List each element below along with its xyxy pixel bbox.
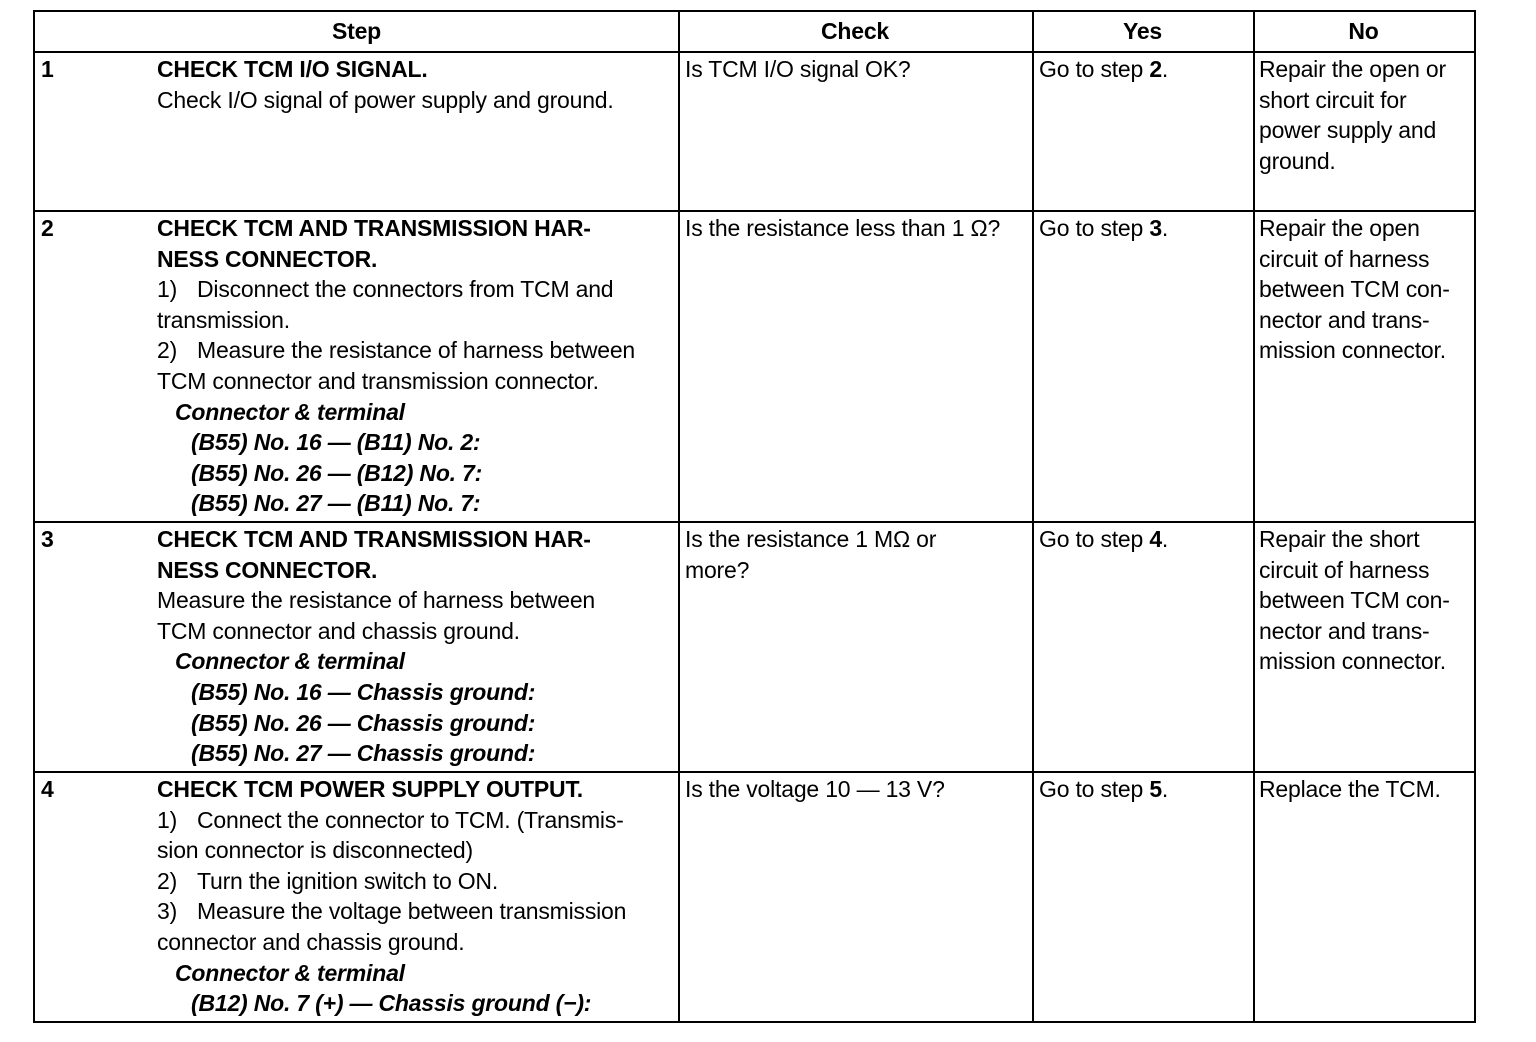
column-divider (1253, 12, 1255, 1021)
no-text-line: Repair the short (1259, 526, 1420, 552)
no-text-line: between TCM con- (1259, 587, 1450, 614)
yes-step-number: 3 (1149, 215, 1162, 241)
step-number: 4 (41, 776, 54, 802)
no-text-line: between TCM con- (1259, 276, 1450, 303)
instruction-text: Disconnect the connectors from TCM and (197, 276, 614, 303)
step-instruction: TCM connector and transmission connector. (157, 367, 599, 394)
step-title-continued: NESS CONNECTOR. (157, 245, 378, 272)
step-instruction (157, 805, 677, 836)
instruction-text: Measure the resistance of harness between (197, 337, 635, 364)
no-text-line: circuit of harness (1259, 556, 1430, 583)
no-text-line: Repair the open or (1259, 56, 1446, 82)
yes-prefix: Go to step (1039, 526, 1150, 552)
connector-heading: Connector & terminal (175, 398, 405, 425)
step-instruction: TCM connector and chassis ground. (157, 617, 520, 644)
connector-terminal: (B55) No. 16 — (B11) No. 2: (191, 429, 481, 456)
check-cell (685, 213, 1030, 244)
instruction-number: 1) (157, 276, 178, 303)
yes-step-number: 5 (1149, 776, 1162, 802)
instruction-number: 3) (157, 898, 178, 925)
step-cell (157, 54, 677, 115)
check-question: Is TCM I/O signal OK? (685, 56, 911, 82)
header-check: Check (820, 18, 890, 44)
step-cell (157, 774, 677, 1019)
yes-suffix: . (1161, 776, 1169, 802)
no-text-line: nector and trans- (1259, 617, 1430, 644)
yes-step-number: 2 (1149, 56, 1162, 82)
step-number: 3 (41, 526, 54, 552)
yes-prefix: Go to step (1039, 56, 1150, 82)
no-text-line: nector and trans- (1259, 306, 1430, 333)
step-instruction (157, 896, 677, 927)
no-text-line: mission connector. (1259, 648, 1446, 675)
yes-suffix: . (1161, 215, 1169, 241)
no-text-line: Repair the open (1259, 215, 1420, 241)
no-text-line: short circuit for (1259, 86, 1407, 113)
check-question: more? (685, 556, 750, 583)
column-divider (1032, 12, 1034, 1021)
step-instruction (157, 335, 677, 366)
step-title: CHECK TCM I/O SIGNAL. (157, 56, 428, 82)
step-instruction: sion connector is disconnected) (157, 837, 473, 864)
instruction-text: Connect the connector to TCM. (Transmis- (197, 806, 624, 833)
step-instruction: transmission. (157, 306, 290, 333)
step-instruction: Check I/O signal of power supply and ground. (157, 86, 614, 113)
yes-cell (1039, 213, 1251, 244)
check-cell (685, 524, 1030, 585)
column-divider (678, 12, 680, 1021)
yes-suffix: . (1161, 56, 1169, 82)
yes-prefix: Go to step (1039, 776, 1150, 802)
connector-terminal: (B12) No. 7 (+) — Chassis ground (−): (191, 990, 592, 1017)
connector-terminal: (B55) No. 26 — (B12) No. 7: (191, 459, 483, 486)
step-title: CHECK TCM AND TRANSMISSION HAR- (157, 526, 591, 552)
step-cell (157, 524, 677, 769)
connector-terminal: (B55) No. 26 — Chassis ground: (191, 709, 536, 736)
step-title: CHECK TCM POWER SUPPLY OUTPUT. (157, 776, 583, 802)
header-divider (35, 51, 1474, 53)
no-cell (1259, 213, 1473, 366)
no-cell (1259, 774, 1473, 805)
yes-cell (1039, 774, 1251, 805)
check-question: Is the resistance 1 MΩ or (685, 526, 937, 552)
check-question: Is the resistance less than 1 Ω? (685, 215, 1001, 241)
instruction-text: Measure the voltage between transmission (197, 898, 627, 925)
instruction-number: 2) (157, 867, 178, 894)
connector-terminal: (B55) No. 16 — Chassis ground: (191, 678, 536, 705)
step-title-continued: NESS CONNECTOR. (157, 556, 378, 583)
yes-step-number: 4 (1149, 526, 1162, 552)
connector-heading: Connector & terminal (175, 648, 405, 675)
row-divider (35, 210, 1474, 212)
yes-cell (1039, 54, 1251, 85)
step-instruction: Measure the resistance of harness between (157, 587, 595, 614)
step-title: CHECK TCM AND TRANSMISSION HAR- (157, 215, 591, 241)
connector-terminal: (B55) No. 27 — (B11) No. 7: (191, 490, 481, 517)
yes-prefix: Go to step (1039, 215, 1150, 241)
step-instruction (157, 274, 677, 305)
no-cell (1259, 54, 1473, 176)
step-cell (157, 213, 677, 519)
instruction-number: 2) (157, 337, 178, 364)
step-instruction: connector and chassis ground. (157, 928, 465, 955)
check-question: Is the voltage 10 — 13 V? (685, 776, 945, 802)
header-no: No (1348, 18, 1379, 44)
row-divider (35, 521, 1474, 523)
instruction-text: Turn the ignition switch to ON. (197, 867, 499, 894)
no-text-line: ground. (1259, 147, 1336, 174)
step-instruction (157, 866, 677, 897)
header-yes: Yes (1122, 18, 1163, 44)
check-cell (685, 54, 1030, 85)
no-cell (1259, 524, 1473, 677)
check-cell (685, 774, 1030, 805)
connector-heading: Connector & terminal (175, 959, 405, 986)
instruction-number: 1) (157, 806, 178, 833)
no-text-line: Replace the TCM. (1259, 776, 1441, 802)
step-number: 1 (41, 56, 54, 82)
yes-suffix: . (1161, 526, 1169, 552)
no-text-line: mission connector. (1259, 337, 1446, 364)
header-step: Step (331, 18, 382, 44)
connector-terminal: (B55) No. 27 — Chassis ground: (191, 740, 536, 767)
no-text-line: circuit of harness (1259, 245, 1430, 272)
diagnostic-table (33, 10, 1476, 1023)
yes-cell (1039, 524, 1251, 555)
step-number: 2 (41, 215, 54, 241)
no-text-line: power supply and (1259, 117, 1437, 144)
row-divider (35, 771, 1474, 773)
